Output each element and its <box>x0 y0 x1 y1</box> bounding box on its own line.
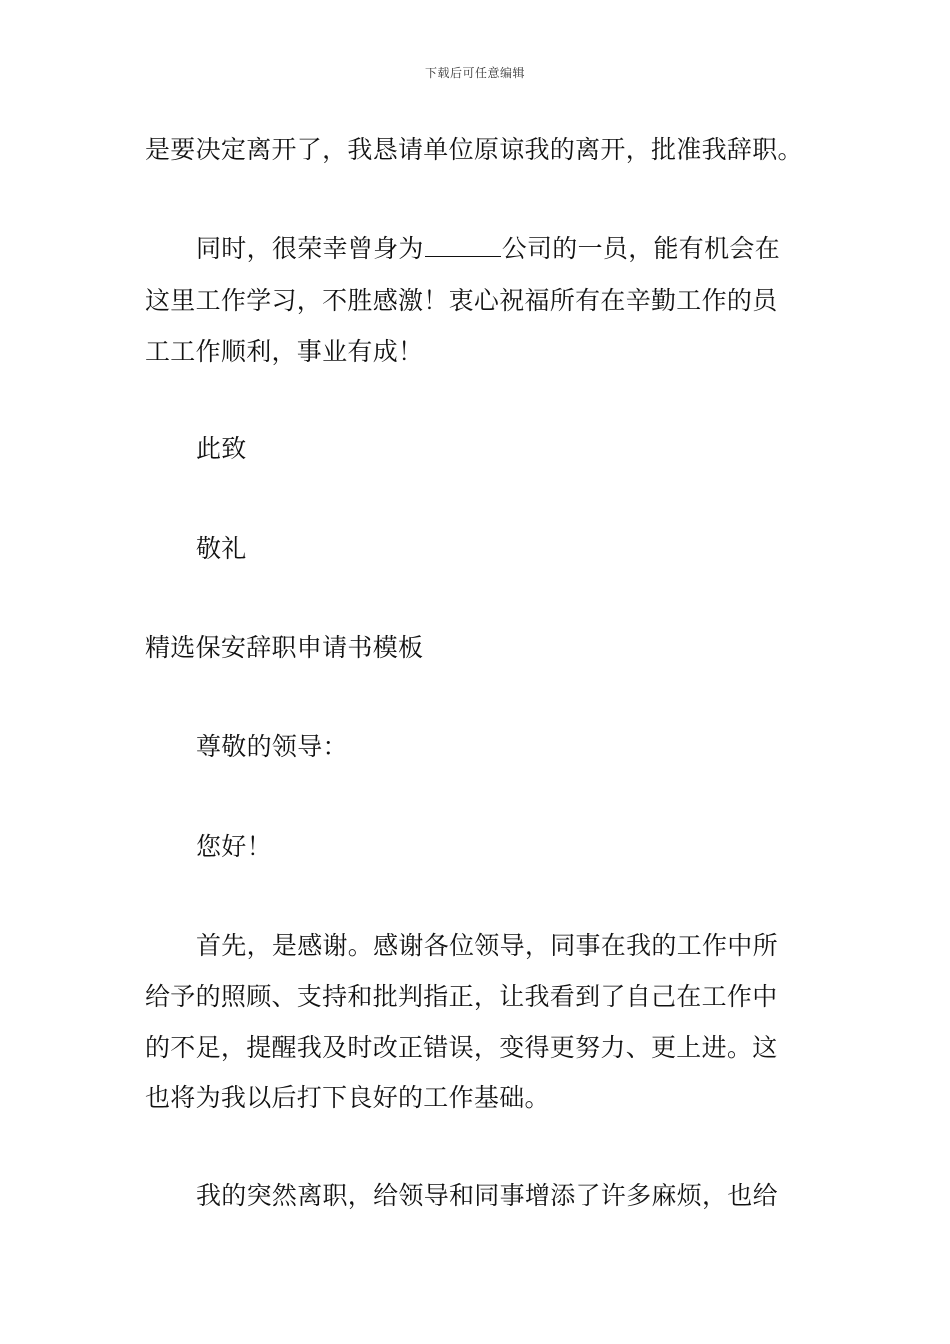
greeting: 尊敬的领导： <box>196 732 348 761</box>
text-after-blank: 公司的一员，能有机会在 <box>501 234 781 263</box>
text-line: 首先，是感谢。感谢各位领导，同事在我的工作中所 <box>196 931 778 960</box>
section-title: 精选保安辞职申请书模板 <box>145 633 424 662</box>
fill-in-blank <box>425 234 501 257</box>
text-line: 也将为我以后打下良好的工作基础。 <box>145 1083 550 1112</box>
closing-regards: 敬礼 <box>196 534 247 563</box>
text-line: 的不足，提醒我及时改正错误，变得更努力、更上进。这 <box>145 1033 778 1062</box>
page-header-note: 下载后可任意编辑 <box>424 66 525 80</box>
text-line: 我的突然离职，给领导和同事增添了许多麻烦，也给 <box>196 1181 778 1210</box>
text-line: 给予的照顾、支持和批判指正，让我看到了自己在工作中 <box>145 982 778 1011</box>
text-before-blank: 同时，很荣幸曾身为 <box>196 234 424 263</box>
text-line: 工工作顺利，事业有成！ <box>145 337 424 366</box>
text-line-with-blank <box>196 232 780 266</box>
greeting-hello: 您好！ <box>196 832 272 861</box>
text-line: 这里工作学习，不胜感激！衷心祝福所有在辛勤工作的员 <box>145 286 778 315</box>
closing-salutation: 此致 <box>196 434 247 463</box>
text-line: 是要决定离开了，我恳请单位原谅我的离开，批准我辞职。 <box>145 135 803 164</box>
